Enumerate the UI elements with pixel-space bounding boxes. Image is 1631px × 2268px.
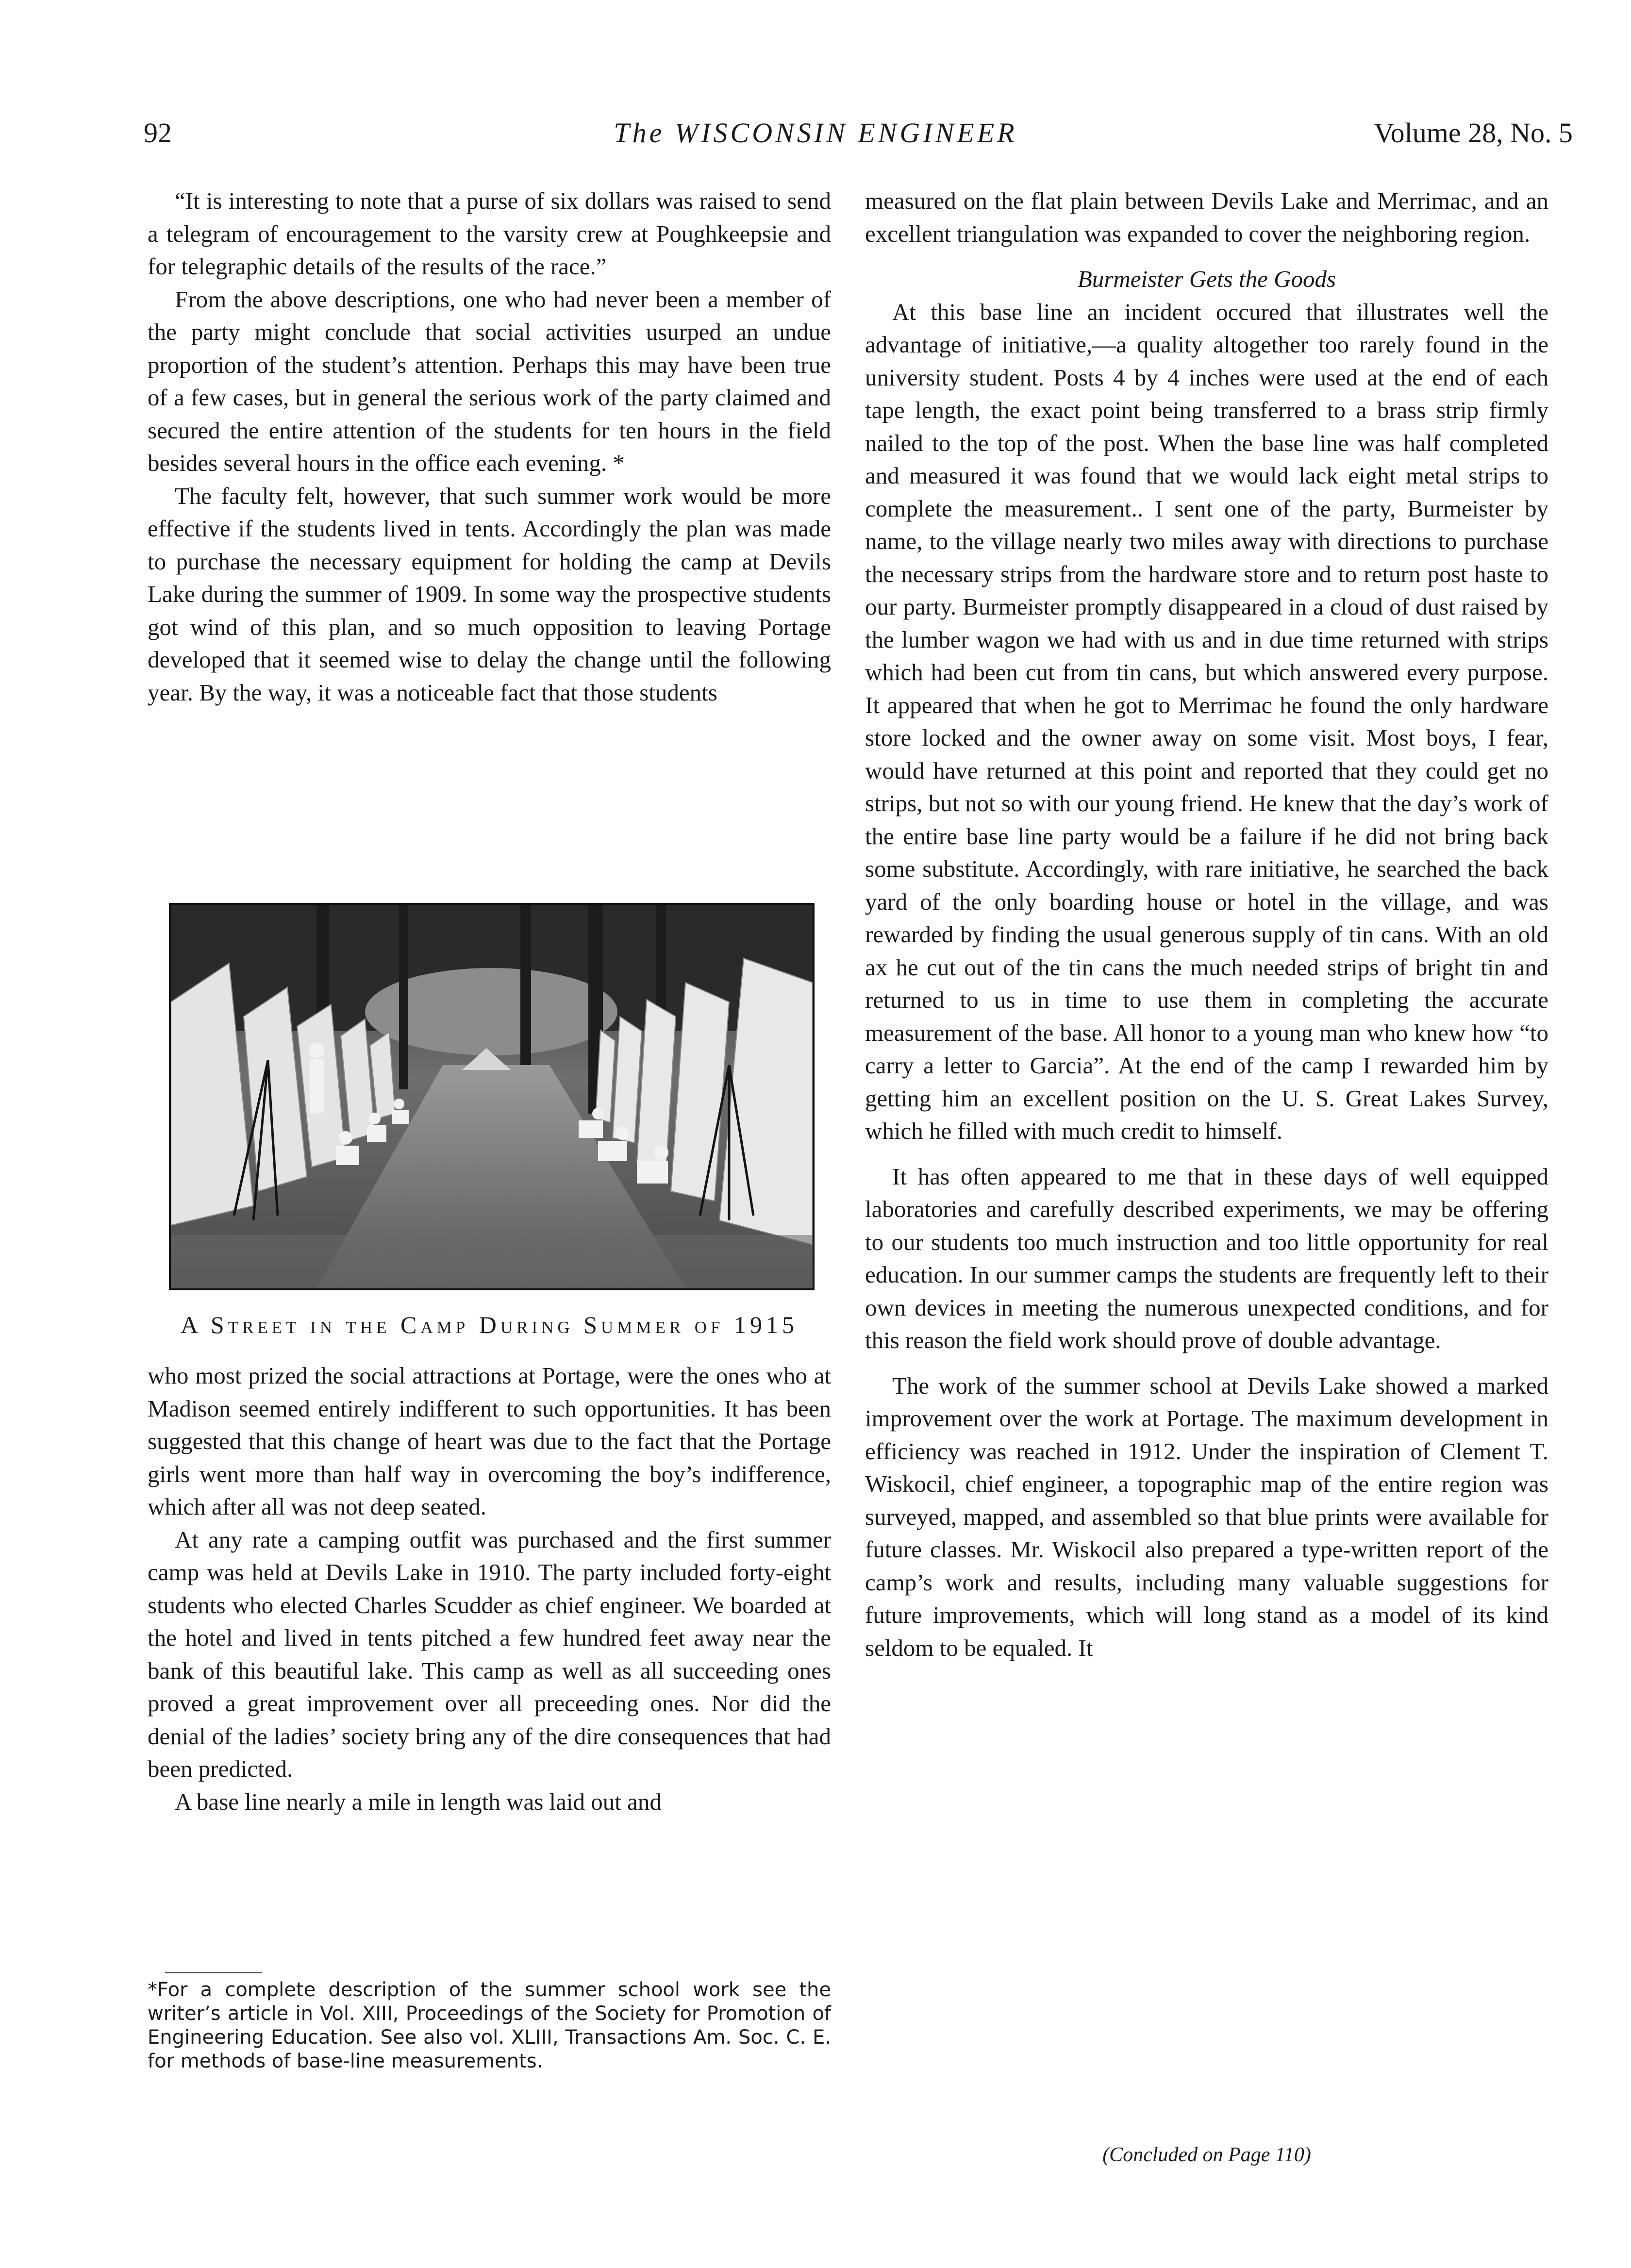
volume-issue: Volume 28, No. 5 [1374,117,1573,149]
paragraph: The faculty felt, however, that such summer work would be more effective if the students lived in tents. Accordingly the plan was made to purchase the necessary equipment for holding the camp at Devils Lake during the summer of 1909. In some way the prospective students got wind of this plan, and so much opposition to leaving Portage developed that it seemed wise to delay the change until the following year. By the way, it was a noticeable fact that those students [148,482,831,706]
photo-caption: A Street in the Camp During Summer of 1915 [181,1311,798,1338]
left-column-bottom [148,1359,831,1818]
paragraph: “It is interesting to note that a purse of six dollars was raised to send a telegram of encouragement to the varsity crew at Poughkeepsie and for telegraphic details of the results of the race.” [148,187,831,280]
paragraph: It has often appeared to me that in these days of well equipped laboratories and carefully described experiments, we may be offering to our students too much instruction and too little opportunity for real education. In our summer camps the students are frequently left to their own devices in meeting the numerous unexpected conditions, and for this reason the field work should prove of double advantage. [865,1163,1548,1353]
running-header [0,117,1631,155]
paragraph: A base line nearly a mile in length was laid out and [175,1788,662,1815]
right-column [865,184,1548,1664]
left-column-top [148,184,831,709]
paragraph: At this base line an incident occured that illustrates well the advantage of initiative,—a quality altogether too rarely found in the university student. Posts 4 by 4 inches were used at the end of each tape length, the exact point being transferred to a brass strip firmly nailed to the top of the post. When the base line was half completed and measured it was found that we would lack eight metal strips to complete the measurement.. I sent one of the party, Burmeister by name, to the village nearly two miles away with directions to purchase the necessary strips from the hardware store and to return post haste to our party. Burmeister promptly disappeared in a cloud of dust raised by the lumber wagon we had with us and in due time returned with strips which had been cut from tin cans, but which answered every purpose. It appeared that when he got to Merrimac he found the only hardware store locked and the owner away on some visit. Most boys, I fear, would have returned at this point and reported that they could get no strips, but not so with our young friend. He knew that the day’s work of the entire base line party would be a failure if he did not bring back some substitute. Accordingly, with rare initiative, he searched the back yard of the only boarding house or hotel in the village, and was rewarded by finding the usual generous supply of tin cans. With an old ax he cut out of the tin cans the much needed strips of bright tin and returned to us in time to use them in completing the accurate measurement of the base. All honor to a young man who knew how “to carry a letter to Garcia”. At the end of the camp I rewarded him by getting him an excellent position on the U. S. Great Lakes Survey, which he filled with much credit to himself. [865,298,1548,1144]
section-subheading: Burmeister Gets the Goods [1077,266,1336,292]
camp-street-photo [169,903,815,1290]
paragraph: From the above descriptions, one who had never been a member of the party might conclude that social activities usurped an undue proportion of the student’s attention. Perhaps this may have been true of a few cases, but in general the serious work of the party claimed and secured the entire attention of the students for ten hours in the field besides several hours in the office each evening. * [148,285,831,476]
paragraph: who most prized the social attractions at Portage, were the ones who at Madison seemed entirely indifferent to such opportunities. It has been suggested that this change of heart was due to the fact that the Portage girls went more than half way in overcoming the boy’s indifference, which after all was not deep seated. [148,1362,831,1520]
footnote: *For a complete description of the summer school work see the writer’s article in Vol. XIII, Proceedings of the Society for Promotion of Engineering Education. See also vol. XLIII, Transactions Am. Soc. C. E. for methods of base-line measurements. [148,1979,831,2072]
paragraph: measured on the flat plain between Devils Lake and Merrimac, and an excellent triangulation was expanded to cover the neighboring region. [865,187,1548,247]
paragraph: The work of the summer school at Devils Lake showed a marked improvement over the work at Portage. The maximum development in efficiency was reached in 1912. Under the inspiration of Clement T. Wiskocil, chief engineer, a topographic map of the entire region was surveyed, mapped, and assembled so that blue prints were available for future classes. Mr. Wiskocil also prepared a type-written report of the camp’s work and results, including many valuable suggestions for future improvements, which will long stand as a model of its kind seldom to be equaled. It [865,1372,1548,1661]
journal-title: The WISCONSIN ENGINEER [614,117,1017,149]
paragraph: At any rate a camping outfit was purchased and the first summer camp was held at Devils Lake in 1910. The party included forty-eight students who elected Charles Scudder as chief engineer. We boarded at the hotel and lived in tents pitched a few hundred feet away near the bank of this beautiful lake. This camp as well as all succeeding ones proved a great improvement over all preceeding ones. Nor did the denial of the ladies’ society bring any of the dire consequences that had been predicted. [148,1526,831,1782]
footnote-rule [165,1972,262,1973]
continued-note: (Concluded on Page 110) [1102,2144,1311,2166]
camp-photo-illustration [171,905,813,1288]
page-number: 92 [144,117,172,149]
